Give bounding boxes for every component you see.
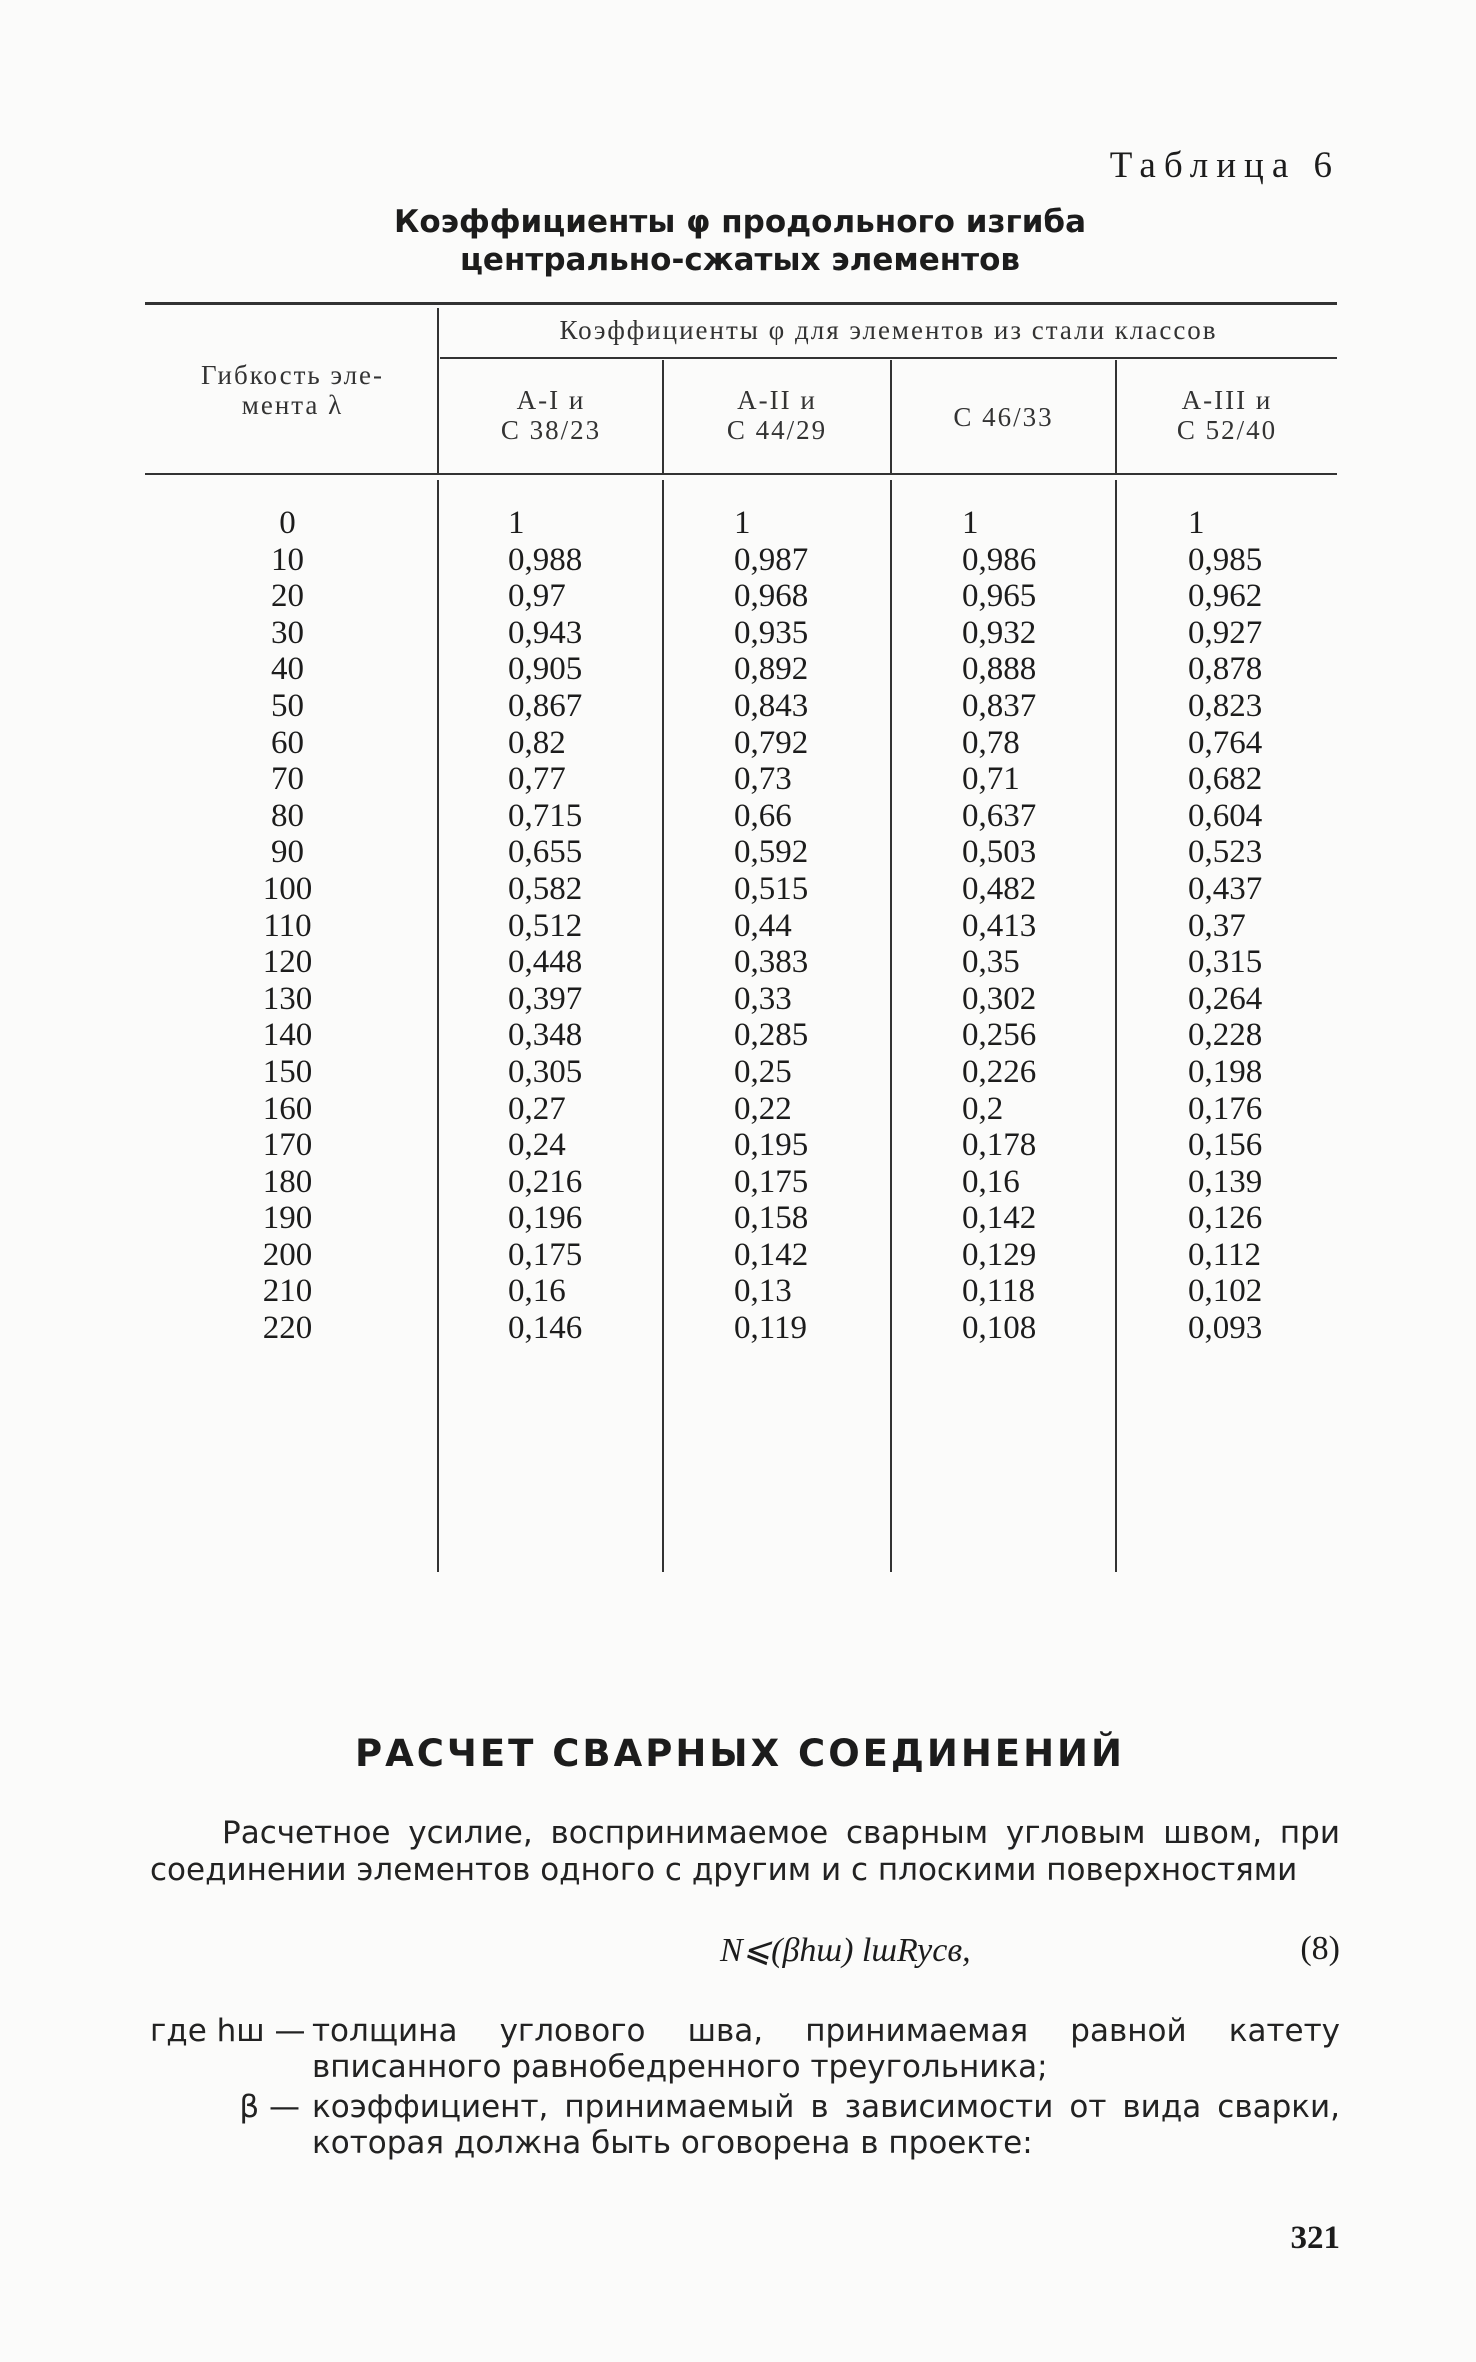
table-cell: 0,503 [962, 834, 1037, 871]
table-cell: 0,867 [508, 687, 583, 724]
table-cell: 0,682 [1188, 761, 1263, 798]
definition-text: коэффициент, принимаемый в зависимости от вида сварки, которая должна быть оговорена в проекте: [312, 2089, 1340, 2161]
table-cell: 0,315 [1188, 944, 1263, 981]
table-caption-line1: Коэффициенты φ продольного изгиба [394, 204, 1086, 240]
column-header-a1: А-I и С 38/23 [500, 385, 602, 445]
values-column-c46 [962, 505, 1036, 1347]
table-cell: 200 [262, 1236, 313, 1273]
definition-h [150, 2013, 1340, 2093]
table-cell: 0,093 [1188, 1310, 1263, 1347]
table-cell: 170 [262, 1127, 313, 1164]
table-cell: 0,843 [734, 687, 809, 724]
table-cell: 80 [271, 797, 304, 834]
table-cell: 0,102 [1188, 1273, 1263, 1310]
table-cell: 0,118 [962, 1273, 1036, 1310]
table-cell: 0,112 [1188, 1236, 1262, 1273]
table-cell: 0,195 [734, 1127, 809, 1164]
lambda-header-line2: мента λ [241, 390, 344, 420]
table-cell: 140 [262, 1017, 313, 1054]
table-cell: 0,413 [962, 907, 1037, 944]
table-cell: 0,35 [962, 944, 1020, 981]
table-cell: 0,935 [734, 614, 809, 651]
table-cell: 0,715 [508, 797, 583, 834]
table-cell: 0,256 [962, 1017, 1037, 1054]
table-cell: 120 [262, 944, 313, 981]
table-cell: 0,73 [734, 761, 792, 798]
table-cell: 0,905 [508, 651, 583, 688]
definition-text: толщина углового шва, принимаемая равной катету вписанного равнобедренного треугольника; [312, 2013, 1340, 2085]
table-divider [437, 308, 439, 473]
table-header-split-rule [440, 357, 1337, 359]
table-cell: 0,962 [1188, 578, 1263, 615]
table-cell: 0,25 [734, 1053, 792, 1090]
table-divider [1115, 480, 1117, 1572]
values-column-a2 [734, 505, 808, 1347]
section-title: РАСЧЕТ СВАРНЫХ СОЕДИНЕНИЙ [355, 1732, 1125, 1775]
table-divider [437, 480, 439, 1572]
table-cell: 0,2 [962, 1090, 1004, 1127]
column-header-a3: А-III и С 52/40 [1176, 385, 1278, 445]
table-cell: 0,146 [508, 1310, 583, 1347]
page-number: 321 [1290, 2220, 1340, 2256]
table-divider [662, 480, 664, 1572]
table-cell: 210 [262, 1273, 313, 1310]
values-column-a3 [1188, 505, 1262, 1347]
table-cell: 0,437 [1188, 870, 1263, 907]
table-cell: 110 [263, 907, 312, 944]
table-cell: 0,764 [1188, 724, 1263, 761]
table-cell: 0,655 [508, 834, 583, 871]
coefficients-group-header: Коэффициенты φ для элементов из стали классов [559, 315, 1218, 345]
table-cell: 0,837 [962, 687, 1037, 724]
table-cell: 0,158 [734, 1200, 809, 1237]
column-header-c46: С 46/33 [953, 402, 1054, 432]
table-cell: 0,226 [962, 1053, 1037, 1090]
lambda-header-line1: Гибкость эле- [200, 360, 385, 390]
formula-expression: N⩽(βhш) lшRyсв, [720, 1932, 971, 1969]
table-cell: 0,119 [734, 1310, 808, 1347]
table-cell: 0,985 [1188, 541, 1263, 578]
table-cell: 0,592 [734, 834, 809, 871]
table-cell: 0,142 [734, 1236, 809, 1273]
table-cell: 0,97 [508, 578, 566, 615]
table-cell: 160 [262, 1090, 313, 1127]
table-cell: 0,932 [962, 614, 1037, 651]
table-cell: 0,285 [734, 1017, 809, 1054]
table-cell: 190 [262, 1200, 313, 1237]
table-cell: 60 [271, 724, 304, 761]
table-cell: 0,129 [962, 1236, 1037, 1273]
table-cell: 0,82 [508, 724, 566, 761]
table-cell: 0,16 [962, 1163, 1020, 1200]
paragraph: Расчетное усилие, воспринимаемое сварным угловым швом, при соединении элементов одного с другим и с плоскими поверхностями [150, 1815, 1340, 1888]
table-caption-line2: центрально-сжатых элементов [459, 242, 1021, 278]
table-cell: 0,823 [1188, 687, 1263, 724]
table-cell: 0,878 [1188, 651, 1263, 688]
table-cell: 0,965 [962, 578, 1037, 615]
table-cell: 0,44 [734, 907, 792, 944]
table-cell: 0,176 [1188, 1090, 1263, 1127]
table-cell: 0,987 [734, 541, 809, 578]
table-cell: 0,198 [1188, 1053, 1263, 1090]
table-cell: 0,305 [508, 1053, 583, 1090]
table-cell: 0,482 [962, 870, 1037, 907]
column-header-a2: А-II и С 44/29 [726, 385, 828, 445]
table-cell: 220 [262, 1310, 313, 1347]
table-cell: 0,927 [1188, 614, 1263, 651]
table-cell: 0,523 [1188, 834, 1263, 871]
table-cell: 40 [271, 651, 304, 688]
formula-line [150, 1930, 1340, 1978]
definition-symbol: β — [239, 2089, 300, 2125]
table-cell: 1 [1188, 505, 1205, 541]
table-cell: 0,156 [1188, 1127, 1263, 1164]
table-cell: 0,37 [1188, 907, 1246, 944]
table-label: Таблица 6 [1109, 145, 1340, 186]
formula-number: (8) [1300, 1930, 1340, 1967]
table-cell: 0,792 [734, 724, 809, 761]
definition-beta [150, 2089, 1340, 2169]
table-cell: 1 [962, 505, 979, 541]
table-cell: 0,348 [508, 1017, 583, 1054]
table-header-rule [145, 473, 1337, 475]
table-cell: 0,512 [508, 907, 583, 944]
table-cell: 130 [262, 980, 313, 1017]
definition-symbol: где hш — [150, 2013, 306, 2049]
table-cell: 0,216 [508, 1163, 583, 1200]
table-cell: 180 [262, 1163, 313, 1200]
table-cell: 0,175 [734, 1163, 809, 1200]
table-cell: 0,108 [962, 1310, 1037, 1347]
table-cell: 20 [271, 578, 304, 615]
lambda-column [145, 505, 430, 1347]
table-cell: 0,139 [1188, 1163, 1263, 1200]
table-cell: 0 [279, 505, 296, 541]
table-cell: 0,24 [508, 1127, 566, 1164]
table-cell: 0,888 [962, 651, 1037, 688]
values-column-a1 [508, 505, 582, 1347]
table-top-rule-inner [145, 304, 1337, 305]
table-cell: 0,986 [962, 541, 1037, 578]
table-cell: 70 [271, 761, 304, 798]
table-cell: 90 [271, 834, 304, 871]
table-cell: 0,178 [962, 1127, 1037, 1164]
table-cell: 0,892 [734, 651, 809, 688]
table-cell: 0,397 [508, 980, 583, 1017]
table-cell: 0,302 [962, 980, 1037, 1017]
table-cell: 10 [271, 541, 304, 578]
table-cell: 0,264 [1188, 980, 1263, 1017]
table-cell: 30 [271, 614, 304, 651]
table-cell: 0,126 [1188, 1200, 1263, 1237]
table-cell: 0,33 [734, 980, 792, 1017]
table-cell: 150 [262, 1053, 313, 1090]
table-cell: 0,988 [508, 541, 583, 578]
table-cell: 0,142 [962, 1200, 1037, 1237]
table-cell: 0,968 [734, 578, 809, 615]
table-cell: 0,77 [508, 761, 566, 798]
table-cell: 0,22 [734, 1090, 792, 1127]
lambda-header [150, 360, 435, 420]
table-cell: 50 [271, 687, 304, 724]
table-cell: 0,71 [962, 761, 1020, 798]
table-cell: 0,27 [508, 1090, 566, 1127]
table-cell: 0,383 [734, 944, 809, 981]
table-cell: 0,943 [508, 614, 583, 651]
table-cell: 0,637 [962, 797, 1037, 834]
table-cell: 0,582 [508, 870, 583, 907]
table-cell: 1 [508, 505, 525, 541]
table-divider [890, 480, 892, 1572]
table-cell: 0,515 [734, 870, 809, 907]
table-cell: 0,228 [1188, 1017, 1263, 1054]
table-cell: 0,196 [508, 1200, 583, 1237]
table-cell: 1 [734, 505, 751, 541]
table-cell: 0,448 [508, 944, 583, 981]
table-cell: 0,16 [508, 1273, 566, 1310]
table-cell: 100 [262, 870, 313, 907]
table-cell: 0,66 [734, 797, 792, 834]
table-cell: 0,13 [734, 1273, 792, 1310]
table-cell: 0,604 [1188, 797, 1263, 834]
table-cell: 0,175 [508, 1236, 583, 1273]
table-cell: 0,78 [962, 724, 1020, 761]
